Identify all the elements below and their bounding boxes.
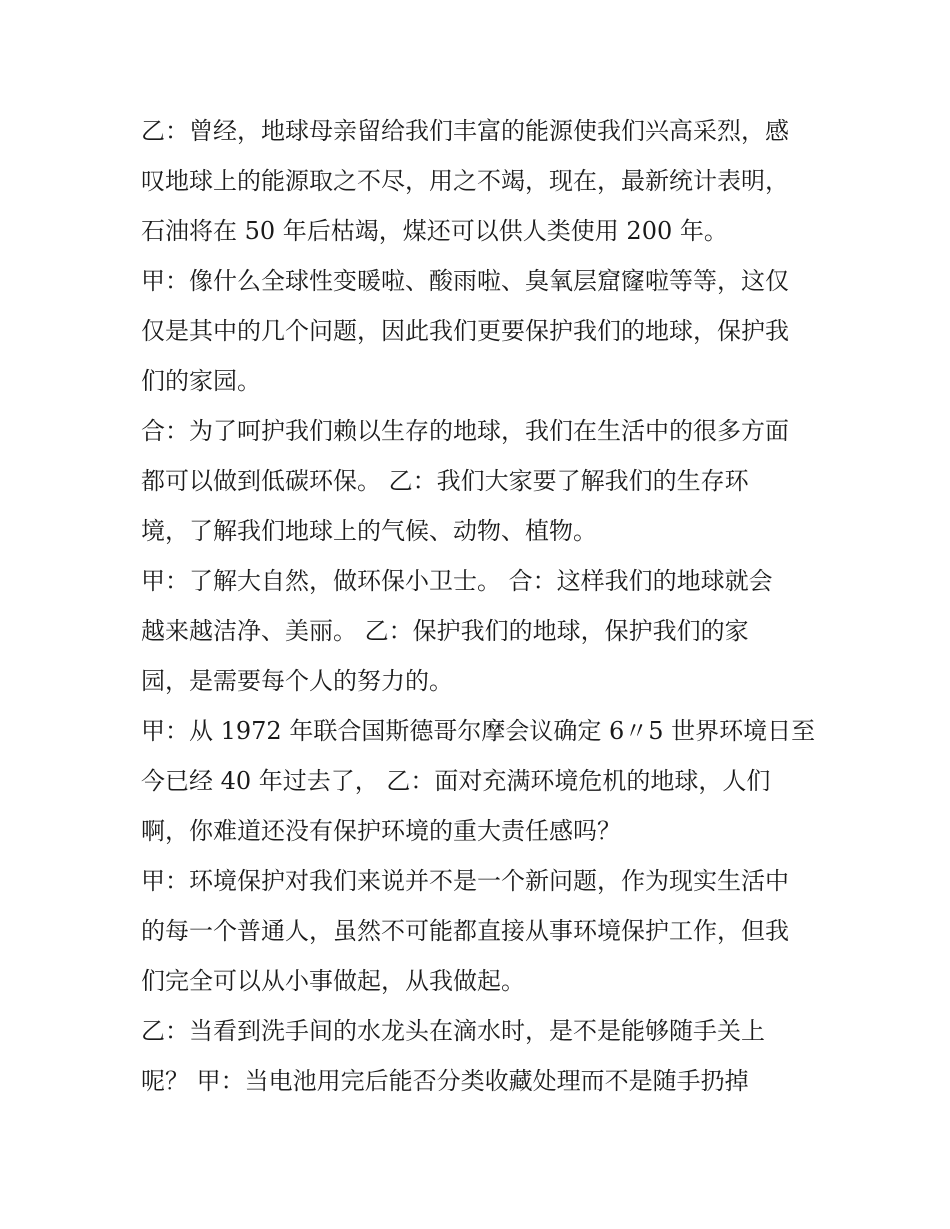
text-line: 的每一个普通人，虽然不可能都直接从事环境保护工作，但我 [141, 917, 789, 945]
text-line: 越来越洁净、美丽。 乙：保护我们的地球，保护我们的家 [141, 617, 749, 645]
text-line: 们的家园。 [141, 367, 261, 395]
text-line: 境，了解我们地球上的气候、动物、植物。 [141, 517, 597, 545]
text-line: 乙：曾经，地球母亲留给我们丰富的能源使我们兴高采烈，感 [141, 117, 789, 145]
text-line: 仅是其中的几个问题，因此我们更要保护我们的地球，保护我 [141, 317, 789, 345]
text-line: 园，是需要每个人的努力的。 [141, 667, 453, 695]
text-line: 们完全可以从小事做起，从我做起。 [141, 967, 525, 995]
text-line: 都可以做到低碳环保。 乙：我们大家要了解我们的生存环 [141, 467, 749, 495]
text-line: 乙：当看到洗手间的水龙头在滴水时，是不是能够随手关上 [141, 1017, 765, 1045]
text-line: 啊，你难道还没有保护环境的重大责任感吗？ [141, 817, 621, 845]
text-line: 甲：了解大自然，做环保小卫士。 合：这样我们的地球就会 [141, 567, 773, 595]
text-line: 合：为了呵护我们赖以生存的地球，我们在生活中的很多方面 [141, 417, 789, 445]
text-line: 呢？ 甲：当电池用完后能否分类收藏处理而不是随手扔掉 [141, 1067, 749, 1095]
text-line: 石油将在 50 年后枯竭，煤还可以供人类使用 200 年。 [141, 217, 728, 245]
text-line: 叹地球上的能源取之不尽，用之不竭，现在，最新统计表明， [141, 167, 789, 195]
text-line: 甲：环境保护对我们来说并不是一个新问题，作为现实生活中 [141, 867, 789, 895]
text-line: 今已经 40 年过去了， 乙：面对充满环境危机的地球，人们 [141, 767, 771, 795]
text-line: 甲：从 1972 年联合国斯德哥尔摩会议确定 6〃5 世界环境日至 [141, 717, 816, 745]
text-line: 甲：像什么全球性变暖啦、酸雨啦、臭氧层窟窿啦等等，这仅 [141, 267, 789, 295]
